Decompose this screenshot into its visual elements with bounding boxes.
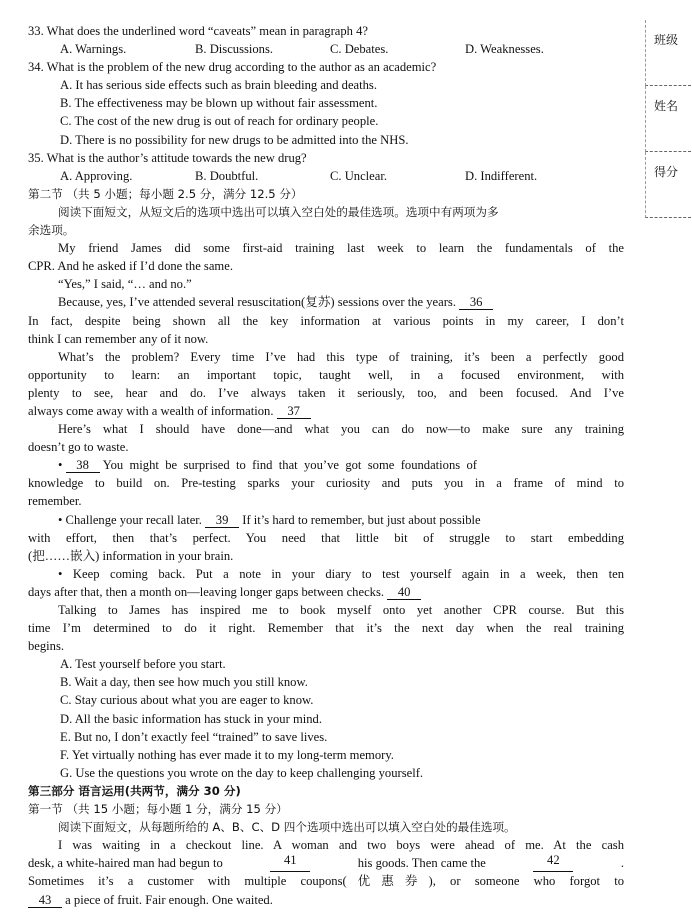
- student-info-margin: [645, 20, 691, 218]
- name-field[interactable]: [645, 86, 691, 152]
- passage-line: [28, 402, 624, 420]
- passage-line: CPR. And he asked if I’d done the same.: [28, 259, 233, 274]
- option-a[interactable]: A. Warnings.: [60, 42, 127, 57]
- passage-line: opportunity to learn: an important topic, taught well, in a focused environment, with: [28, 367, 624, 382]
- passage-line: In fact, despite being shown all the key information at various points in my career, I don’t: [28, 313, 624, 328]
- passage-line: doesn’t go to waste.: [28, 440, 129, 455]
- option-b[interactable]: B. Discussions.: [195, 42, 274, 57]
- passage-line: I was waiting in a checkout line. A woman and two boys were ahead of me. At the cash: [58, 838, 624, 853]
- choice-d[interactable]: D. All the basic information has stuck in your mind.: [60, 711, 322, 726]
- passage-text: always come away with a wealth of information.: [28, 403, 274, 418]
- option-a[interactable]: A. It has serious side effects such as brain bleeding and deaths.: [60, 78, 377, 93]
- passage-line: [28, 891, 624, 909]
- part-3-instructions: 阅读下面短文，从每题所给的 A、B、C、D 四个选项中选出可以填入空白处的最佳选项。: [58, 820, 516, 835]
- passage-line: • Keep coming back. Put a note in your diary to test yourself again in a week, then ten: [58, 566, 624, 581]
- passage-line: [28, 511, 624, 529]
- passage-line: (把……嵌入) information in your brain.: [28, 548, 234, 563]
- part-3-heading: 第三部分 语言运用(共两节，满分 30 分): [28, 783, 241, 798]
- passage-line: begins.: [28, 639, 65, 654]
- choice-c[interactable]: C. Stay curious about what you are eager to know.: [60, 693, 314, 708]
- passage-line: What’s the problem? Every time I’ve had this type of training, it’s been a perfectly good: [58, 349, 624, 364]
- class-label: 班级: [654, 33, 679, 47]
- passage-line: [28, 293, 624, 311]
- passage-text: Because, yes, I’ve attended several resuscitation(复苏) sessions over the years.: [58, 295, 456, 310]
- option-a[interactable]: A. Approving.: [60, 168, 133, 183]
- passage-text: If it’s hard to remember, but just about possible: [242, 512, 481, 527]
- passage-text: days after that, then a month on—leaving longer gaps between checks.: [28, 584, 385, 599]
- choice-a[interactable]: A. Test yourself before you start.: [60, 657, 226, 672]
- class-field[interactable]: [645, 20, 691, 86]
- passage-text: a piece of fruit. Fair enough. One waited.: [65, 892, 273, 907]
- score-field[interactable]: [645, 152, 691, 218]
- passage-line: Sometimes it’s a customer with multiple coupons(优惠券), or someone who forgot to: [28, 874, 624, 889]
- passage-line: My friend James did some first-aid training last week to learn the fundamentals of the: [58, 241, 624, 256]
- section-2-instructions-cont: 余选项。: [28, 223, 75, 238]
- option-d[interactable]: D. Indifferent.: [465, 168, 538, 183]
- passage-line: Talking to James has inspired me to book myself onto yet another CPR course. But this: [58, 603, 624, 617]
- passage-line: knowledge to build on. Pre-testing sparks your curiosity and puts you in a frame of mind to: [28, 476, 624, 491]
- passage-line: “Yes,” I said, “… and no.”: [58, 277, 192, 292]
- question-35: 35. What is the author’s attitude towards the new drug?: [28, 150, 307, 165]
- choice-f[interactable]: F. Yet virtually nothing has ever made it to my long-term memory.: [60, 747, 394, 762]
- option-c[interactable]: C. The cost of the new drug is out of reach for ordinary people.: [60, 114, 379, 129]
- blank-36[interactable]: 36: [459, 296, 493, 310]
- choice-g[interactable]: G. Use the questions you wrote on the day to keep challenging yourself.: [60, 765, 424, 780]
- section-2-heading: 第二节 （共 5 小题；每小题 2.5 分，满分 12.5 分）: [28, 186, 303, 201]
- choice-e[interactable]: E. But no, I don’t exactly feel “trained” to save lives.: [60, 729, 328, 744]
- section-2-instructions: 阅读下面短文，从短文后的选项中选出可以填入空白处的最佳选项。选项中有两项为多: [58, 204, 499, 219]
- question-column: [28, 22, 624, 909]
- passage-text: You might be surprised to find that you’ve got some foundations of: [102, 458, 478, 473]
- passage-line: [28, 456, 624, 474]
- question-33: 33. What does the underlined word “caveats” mean in paragraph 4?: [28, 24, 369, 38]
- passage-text: • Challenge your recall later.: [58, 512, 202, 527]
- question-33-options: [28, 40, 624, 58]
- option-b[interactable]: B. The effectiveness may be blown up without fair assessment.: [60, 96, 378, 111]
- passage-line: think I can remember any of it now.: [28, 331, 209, 346]
- blank-37[interactable]: 37: [277, 405, 311, 419]
- option-c[interactable]: C. Debates.: [330, 42, 389, 57]
- question-35-options: [28, 167, 624, 185]
- option-d[interactable]: D. Weaknesses.: [465, 42, 544, 57]
- option-d[interactable]: D. There is no possibility for new drugs to be admitted into the NHS.: [60, 132, 409, 147]
- passage-line: time I’m determined to do it right. Remember that it’s the next day when the real training: [28, 621, 624, 636]
- score-label: 得分: [654, 165, 679, 179]
- blank-40[interactable]: 40: [387, 586, 421, 600]
- passage-line: remember.: [28, 494, 82, 509]
- part-3-subheading: 第一节 （共 15 小题；每小题 1 分，满分 15 分）: [28, 802, 288, 817]
- passage-line: plenty to see, hear and do. I’ve always taken it seriously, too, and been focused. And I’ve: [28, 385, 624, 400]
- blank-41[interactable]: 41: [270, 854, 310, 872]
- passage-text: desk, a white-haired man had begun to: [28, 856, 223, 871]
- choice-b[interactable]: B. Wait a day, then see how much you still know.: [60, 675, 308, 690]
- option-b[interactable]: B. Doubtful.: [195, 168, 259, 183]
- name-label: 姓名: [654, 99, 679, 113]
- passage-line: Here’s what I should have done—and what you can do now—to make sure any training: [58, 422, 624, 437]
- passage-line: [28, 583, 624, 601]
- blank-38[interactable]: 38: [66, 459, 100, 473]
- passage-line: desk, a white-haired man had begun to 41 his goods. Then came the 42 .: [28, 854, 624, 872]
- question-34: 34. What is the problem of the new drug according to the author as an academic?: [28, 60, 437, 75]
- passage-text: his goods. Then came the: [357, 856, 486, 871]
- blank-42[interactable]: 42: [533, 854, 573, 872]
- passage-line: with effort, then that’s perfect. You need that little bit of struggle to start embedding: [28, 530, 624, 545]
- blank-39[interactable]: 39: [205, 514, 239, 528]
- option-c[interactable]: C. Unclear.: [330, 168, 388, 183]
- blank-43[interactable]: 43: [28, 894, 62, 908]
- bullet: •: [58, 458, 63, 473]
